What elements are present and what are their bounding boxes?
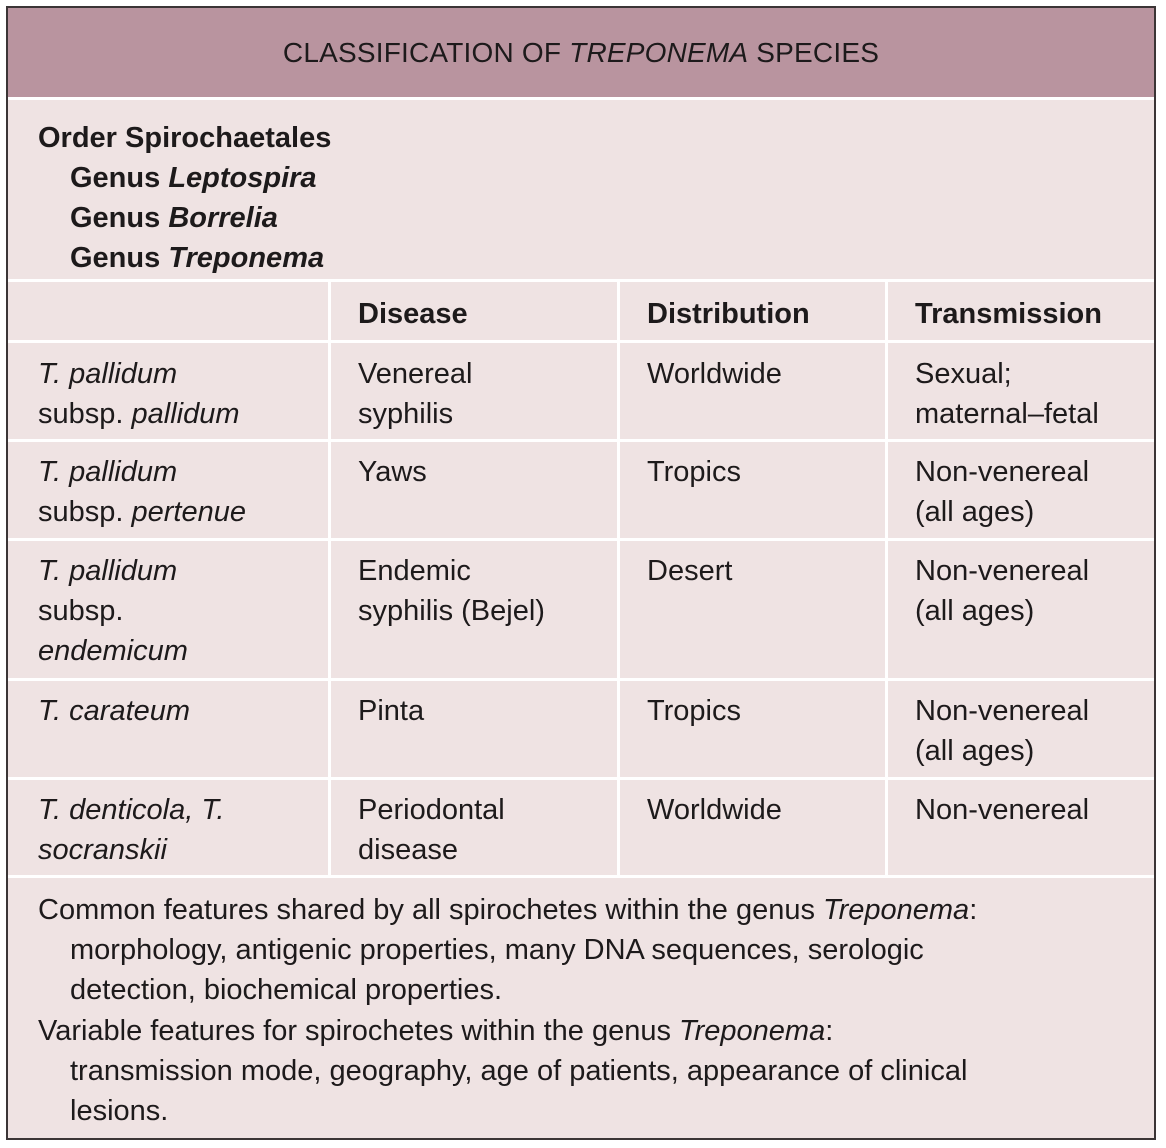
title-prefix: CLASSIFICATION OF xyxy=(282,36,562,68)
title-italic: TREPONEMA xyxy=(569,36,749,68)
common-features-heading: Common features shared by all spirochetes within the genus Treponema: xyxy=(38,894,978,926)
taxonomy-genus-leptospira: Genus Leptospira xyxy=(70,162,317,194)
disease-cell: Periodontal disease xyxy=(358,794,505,866)
disease-cell: Yaws xyxy=(358,456,427,488)
transmission-cell: Non-venereal (all ages) xyxy=(915,555,1090,627)
title-suffix: SPECIES xyxy=(756,36,880,68)
disease-cell: Endemic syphilis (Bejel) xyxy=(358,555,545,627)
table-title xyxy=(8,8,1154,100)
classification-table xyxy=(6,6,1156,1140)
common-features-line: morphology, antigenic properties, many DNA sequences, serologic xyxy=(70,934,924,966)
species-cell: T. pallidum subsp. pallidum xyxy=(38,358,240,430)
common-features-line: detection, biochemical properties. xyxy=(70,974,503,1006)
distribution-cell: Worldwide xyxy=(647,794,782,826)
header-distribution: Distribution xyxy=(647,298,810,330)
column-rule xyxy=(328,282,331,878)
taxonomy-block xyxy=(8,100,1154,282)
taxonomy-genus-borrelia: Genus Borrelia xyxy=(70,202,278,234)
column-rule xyxy=(617,282,620,878)
header-transmission: Transmission xyxy=(915,298,1102,330)
disease-cell: Pinta xyxy=(358,695,425,727)
distribution-cell: Tropics xyxy=(647,456,741,488)
transmission-cell: Non-venereal xyxy=(915,794,1090,826)
row-rule xyxy=(8,875,1154,878)
row-rule xyxy=(8,439,1154,442)
taxonomy-order: Order Spirochaetales xyxy=(38,122,332,154)
row-rule xyxy=(8,538,1154,541)
species-cell: T. pallidum subsp. pertenue xyxy=(38,456,246,528)
species-cell: T. pallidum subsp. endemicum xyxy=(38,555,188,667)
header-disease: Disease xyxy=(358,298,468,330)
distribution-cell: Desert xyxy=(647,555,733,587)
row-rule xyxy=(8,340,1154,343)
row-rule xyxy=(8,777,1154,780)
variable-features-heading: Variable features for spirochetes within the genus Treponema: xyxy=(38,1015,834,1047)
disease-cell: Venereal syphilis xyxy=(358,358,473,430)
species-cell: T. denticola, T. socranskii xyxy=(38,794,225,866)
taxonomy-genus-treponema: Genus Treponema xyxy=(70,242,325,274)
column-rule xyxy=(885,282,888,878)
transmission-cell: Sexual; maternal–fetal xyxy=(915,358,1099,430)
transmission-cell: Non-venereal (all ages) xyxy=(915,695,1090,767)
distribution-cell: Worldwide xyxy=(647,358,782,390)
variable-features-line: transmission mode, geography, age of patients, appearance of clinical xyxy=(70,1055,968,1087)
species-cell: T. carateum xyxy=(38,695,191,727)
row-rule xyxy=(8,678,1154,681)
transmission-cell: Non-venereal (all ages) xyxy=(915,456,1090,528)
distribution-cell: Tropics xyxy=(647,695,741,727)
variable-features-line: lesions. xyxy=(70,1095,169,1127)
